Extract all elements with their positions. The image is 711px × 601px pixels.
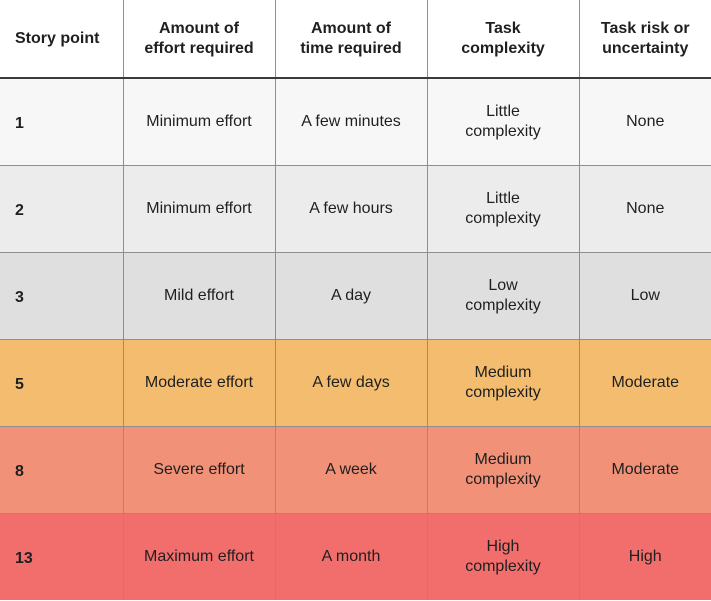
time-cell: A few minutes xyxy=(275,78,427,166)
story-point-cell: 13 xyxy=(0,514,123,601)
story-point-cell: 3 xyxy=(0,253,123,340)
story-point-cell: 8 xyxy=(0,427,123,514)
story-point-cell: 2 xyxy=(0,166,123,253)
table-row xyxy=(0,78,711,166)
complexity-cell: Low complexity xyxy=(427,253,579,340)
header-complexity: Task complexity xyxy=(427,0,579,78)
complexity-cell: Little complexity xyxy=(427,166,579,253)
table-row xyxy=(0,253,711,340)
complexity-cell: Medium complexity xyxy=(427,340,579,427)
risk-cell: None xyxy=(579,166,711,253)
effort-cell: Mild effort xyxy=(123,253,275,340)
time-cell: A day xyxy=(275,253,427,340)
effort-cell: Minimum effort xyxy=(123,78,275,166)
complexity-cell: Medium complexity xyxy=(427,427,579,514)
header-risk: Task risk or uncertainty xyxy=(579,0,711,78)
risk-cell: Moderate xyxy=(579,427,711,514)
risk-cell: None xyxy=(579,78,711,166)
complexity-cell: High complexity xyxy=(427,514,579,601)
complexity-cell: Little complexity xyxy=(427,78,579,166)
table-row xyxy=(0,340,711,427)
risk-cell: High xyxy=(579,514,711,601)
header-row xyxy=(0,0,711,78)
effort-cell: Severe effort xyxy=(123,427,275,514)
effort-cell: Maximum effort xyxy=(123,514,275,601)
header-story-point: Story point xyxy=(0,0,123,78)
time-cell: A week xyxy=(275,427,427,514)
risk-cell: Moderate xyxy=(579,340,711,427)
effort-cell: Minimum effort xyxy=(123,166,275,253)
time-cell: A month xyxy=(275,514,427,601)
time-cell: A few days xyxy=(275,340,427,427)
table-row xyxy=(0,427,711,514)
header-effort: Amount of effort required xyxy=(123,0,275,78)
story-point-cell: 1 xyxy=(0,78,123,166)
time-cell: A few hours xyxy=(275,166,427,253)
story-point-cell: 5 xyxy=(0,340,123,427)
table-row xyxy=(0,514,711,601)
header-time: Amount of time required xyxy=(275,0,427,78)
risk-cell: Low xyxy=(579,253,711,340)
effort-cell: Moderate effort xyxy=(123,340,275,427)
table-row xyxy=(0,166,711,253)
